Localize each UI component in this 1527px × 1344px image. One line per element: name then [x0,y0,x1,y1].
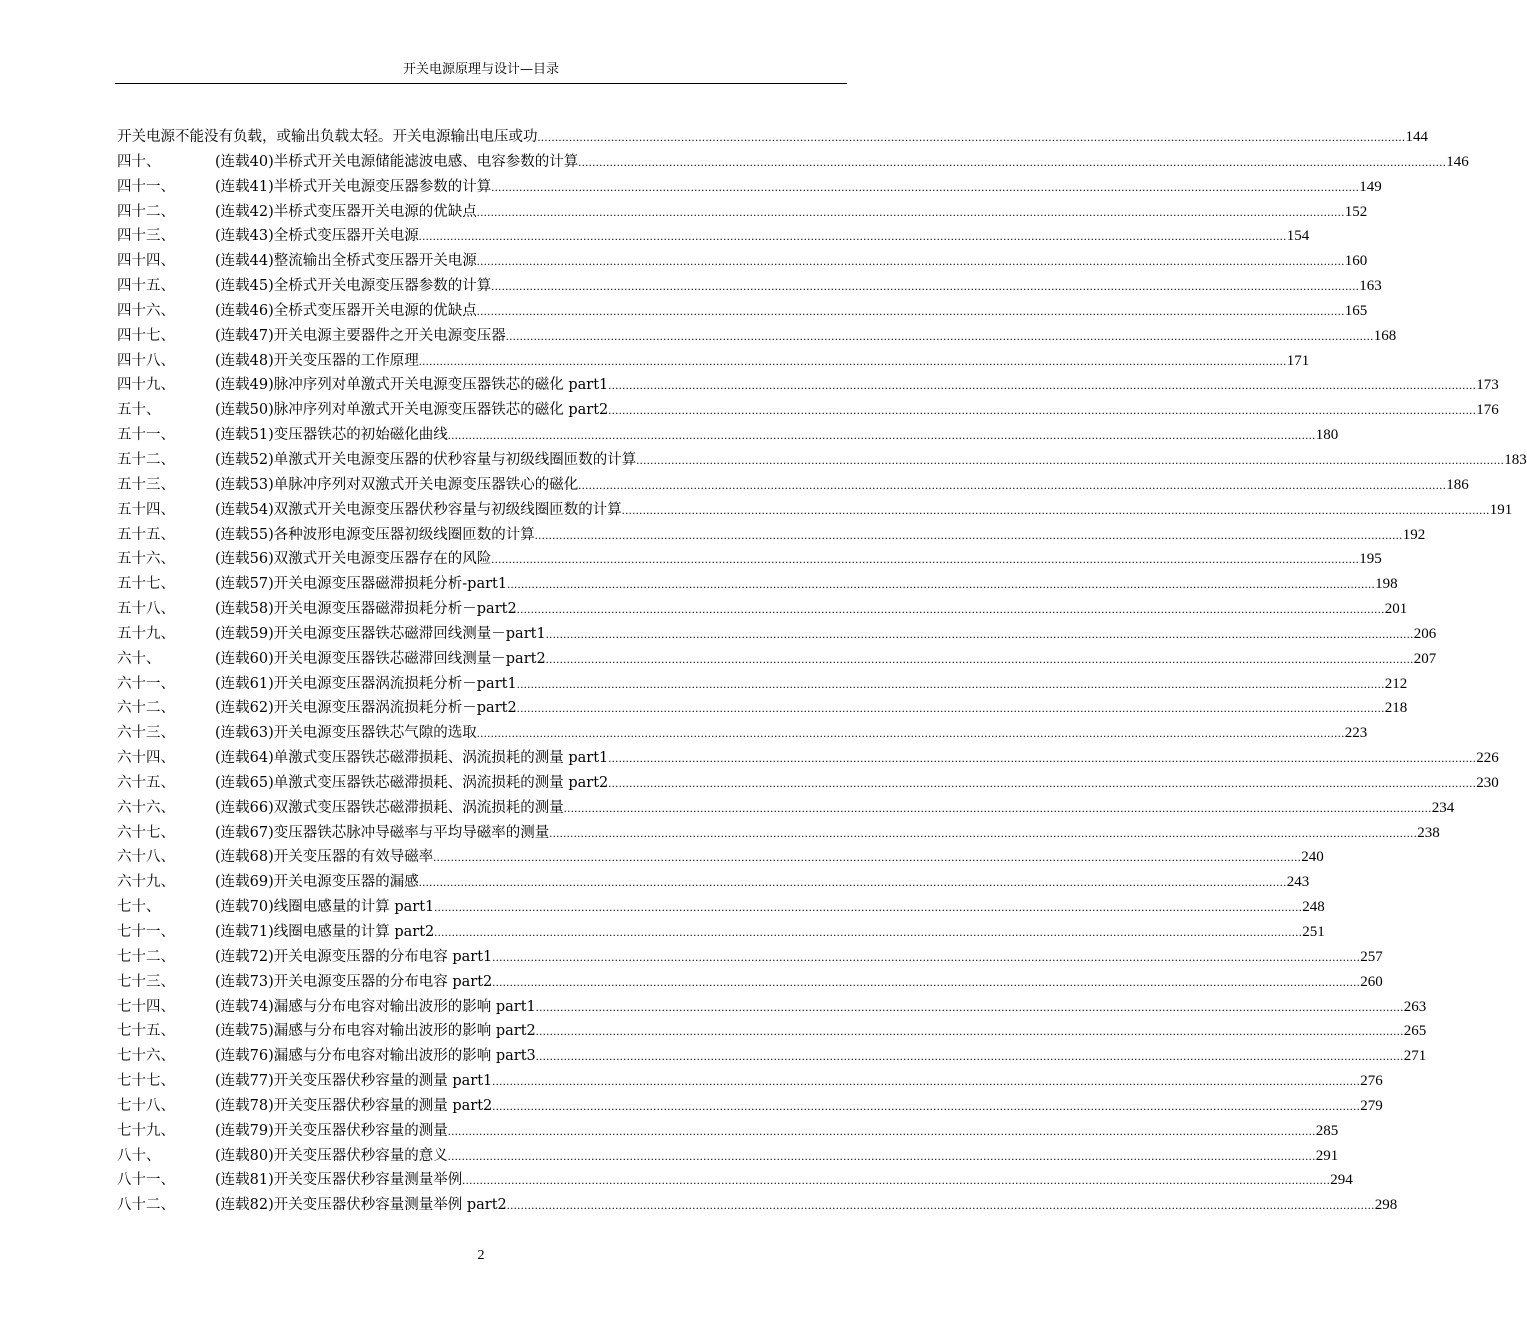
toc-entry-number: 四十五、 [117,278,175,295]
toc-entry-number: 八十一、 [117,1172,175,1189]
toc-entry-number: 六十三、 [117,725,175,742]
toc-entry[interactable] [117,845,1324,870]
toc-entry-page: 198 [1375,576,1398,593]
toc-entry-number: 四十六、 [117,302,175,319]
toc-entry[interactable] [117,324,1397,349]
toc-entry[interactable] [117,746,1499,771]
toc-entry-title: (连载76)漏感与分布电容对输出波形的影响 part3 [215,1048,536,1065]
toc-entry-page: 163 [1359,278,1382,295]
toc-entry-title: (连载57)开关电源变压器磁滞损耗分析-part1 [215,576,508,593]
toc-entry[interactable] [117,373,1499,398]
toc-entry-page: 279 [1360,1097,1383,1114]
toc-dot-leader [477,721,1345,746]
toc-dot-leader [477,249,1345,274]
toc-entry-number: 四十三、 [117,228,175,245]
toc-entry-page: 223 [1344,725,1368,742]
toc-dot-leader [535,523,1403,548]
toc-entry-page: 207 [1413,650,1437,667]
toc-entry[interactable] [117,870,1310,895]
toc-dot-leader [538,125,1406,150]
toc-entry-number: 六十一、 [117,675,175,692]
toc-dot-leader [507,572,1375,597]
toc-entry-page: 192 [1402,526,1426,543]
toc-entry[interactable] [117,1193,1398,1218]
toc-entry-title: (连载43)全桥式变压器开关电源 [215,228,419,245]
header-rule [115,83,847,84]
toc-entry[interactable] [117,274,1382,299]
toc-entry-number: 六十七、 [117,824,175,841]
toc-entry[interactable] [117,1094,1383,1119]
toc-entry-page: 291 [1315,1147,1339,1164]
toc-entry-number: 六十五、 [117,774,175,791]
toc-entry-number: 七十九、 [117,1122,175,1139]
toc-dot-leader [608,373,1476,398]
toc-dot-leader [517,696,1385,721]
toc-entry[interactable] [117,398,1499,423]
toc-entry[interactable] [117,995,1427,1020]
toc-entry-page: 294 [1330,1172,1353,1189]
toc-entry-title: (连载67)变压器铁芯脉冲导磁率与平均导磁率的测量 [215,824,550,841]
toc-entry-page: 173 [1476,377,1499,394]
toc-entry-page: 257 [1360,948,1383,965]
toc-entry-page: 191 [1489,501,1513,518]
toc-entry-title: (连载56)双激式开关电源变压器存在的风险 [215,551,492,568]
toc-dot-leader [506,324,1374,349]
toc-entry-number: 八十、 [117,1147,161,1164]
toc-entry[interactable] [117,1044,1427,1069]
toc-entry-title: (连载51)变压器铁芯的初始磁化曲线 [215,427,448,444]
toc-dot-leader [608,746,1476,771]
toc-dot-leader [536,1019,1404,1044]
toc-dot-leader [491,274,1359,299]
toc-entry-number: 七十一、 [117,924,175,940]
toc-entry-number: 七十五、 [117,1023,175,1040]
toc-entry-number: 七十七、 [117,1073,175,1090]
toc-entry-title: (连载52)单激式开关电源变压器的伏秒容量与初级线圈匝数的计算 [215,451,637,468]
toc-entry-page: 168 [1373,327,1397,344]
toc-entry-number: 七十三、 [117,973,175,990]
toc-dot-leader [492,1094,1360,1119]
toc-entry[interactable] [117,1144,1339,1169]
toc-entry-title: (连载72)开关电源变压器的分布电容 part1 [215,948,493,965]
toc-entry-page: 154 [1286,228,1310,245]
toc-entry-title: (连载74)漏感与分布电容对输出波形的影响 part1 [215,998,536,1015]
toc-entry-page: 212 [1384,675,1408,692]
toc-entry-title: (连载45)全桥式开关电源变压器参数的计算 [215,278,492,295]
toc-entry-number: 五十九、 [117,625,175,642]
toc-entry[interactable] [117,448,1527,473]
toc-dot-leader [536,995,1404,1020]
toc-entry-title: (连载50)脉冲序列对单激式开关电源变压器铁芯的磁化 part2 [215,402,609,419]
toc-entry-number: 四十七、 [117,327,175,344]
toc-entry[interactable] [117,249,1368,274]
toc-dot-leader [578,473,1446,498]
toc-dot-leader [419,349,1287,374]
toc-dot-leader [546,622,1414,647]
toc-entry[interactable] [117,970,1383,995]
toc-entry-number: 八十二、 [117,1197,175,1214]
toc-entry-title: (连载47)开关电源主要器件之开关电源变压器 [215,327,506,344]
toc-dot-leader [564,796,1432,821]
toc-dot-leader [578,150,1446,175]
toc-entry-title: (连载64)单激式变压器铁芯磁滞损耗、涡流损耗的测量 part1 [215,750,609,767]
toc-entry[interactable] [117,696,1408,721]
toc-entry-number: 六十六、 [117,799,175,816]
toc-entry-number: 四十一、 [117,178,175,195]
toc-entry-title: (连载65)单激式变压器铁芯磁滞损耗、涡流损耗的测量 part2 [215,774,609,791]
toc-entry-number: 五十一、 [117,427,175,444]
toc-entry[interactable] [117,771,1499,796]
toc-dot-leader [492,945,1360,970]
toc-entry-page: 271 [1403,1048,1427,1065]
toc-entry[interactable] [117,224,1310,249]
toc-dot-leader [462,1168,1330,1193]
toc-entry[interactable] [117,423,1339,448]
toc-entry-title: (连载40)半桥式开关电源储能滤波电感、电容参数的计算 [215,153,579,170]
toc-entry[interactable] [117,547,1382,572]
toc-entry-page: 144 [1405,129,1428,145]
toc-dot-leader [433,845,1301,870]
toc-entry-title: 开关电源不能没有负载，或输出负载太轻。开关电源输出电压或功 [117,129,538,145]
toc-dot-leader [448,1144,1316,1169]
toc-entry-page: 206 [1413,625,1437,642]
toc-entry-title: (连载53)单脉冲序列对双激式开关电源变压器铁心的磁化 [215,476,579,493]
toc-entry-number: 五十四、 [117,501,175,518]
toc-dot-leader [546,647,1414,672]
toc-entry-page: 195 [1359,551,1382,568]
toc-entry-page: 160 [1344,253,1368,270]
toc-entry-page: 263 [1403,998,1427,1015]
toc-dot-leader [507,1193,1375,1218]
toc-dot-leader [536,1044,1404,1069]
toc-entry-number: 七十八、 [117,1097,175,1114]
toc-entry[interactable] [117,1069,1383,1094]
toc-entry-title: (连载69)开关电源变压器的漏感 [215,874,419,891]
toc-entry-page: 176 [1476,402,1499,419]
toc-entry-page: 240 [1301,849,1324,866]
toc-entry[interactable] [117,721,1368,746]
toc-entry-title: (连载77)开关变压器伏秒容量的测量 part1 [215,1073,493,1090]
toc-entry-title: (连载79)开关变压器伏秒容量的测量 [215,1122,448,1139]
toc-entry-page: 165 [1344,302,1368,319]
toc-dot-leader [492,1069,1360,1094]
toc-entry-title: (连载54)双激式开关电源变压器伏秒容量与初级线圈匝数的计算 [215,501,622,518]
toc-entry[interactable] [117,200,1368,225]
toc-entry[interactable] [117,299,1368,324]
toc-entry-title: (连载82)开关变压器伏秒容量测量举例 part2 [215,1197,507,1214]
toc-entry-title: (连载66)双激式变压器铁芯磁滞损耗、涡流损耗的测量 [215,799,564,816]
toc-entry-page: 230 [1476,774,1499,791]
toc-entry-title: (连载44)整流输出全桥式变压器开关电源 [215,253,477,270]
toc-entry[interactable] [117,349,1310,374]
toc-entry[interactable] [117,1119,1339,1144]
toc-entry[interactable] [117,498,1513,523]
toc-dot-leader [419,870,1287,895]
toc-entry[interactable] [117,647,1437,672]
toc-entry-number: 四十八、 [117,352,175,369]
toc-entry-title: (连载78)开关变压器伏秒容量的测量 part2 [215,1097,493,1114]
toc-entry-title: (连载59)开关电源变压器铁芯磁滞回线测量－part1 [215,625,546,642]
toc-entry-page: 180 [1315,427,1339,444]
toc-entry-number: 六十二、 [117,700,175,717]
toc-entry-page: 234 [1431,799,1455,816]
toc-entry[interactable] [117,523,1426,548]
toc-entry[interactable] [117,597,1408,622]
toc-dot-leader [491,547,1359,572]
toc-entry-title: (连载71)线圈电感量的计算 part2 [215,924,435,940]
toc-entry-number: 四十四、 [117,253,175,270]
toc-entry-title: (连载61)开关电源变压器涡流损耗分析－part1 [215,675,517,692]
toc-dot-leader [448,1119,1316,1144]
toc-entry-number: 七十、 [117,899,161,916]
toc-dot-leader [448,423,1316,448]
toc-entry-title: (连载73)开关电源变压器的分布电容 part2 [215,973,493,990]
toc-entry-page: 171 [1286,352,1310,369]
toc-dot-leader [434,895,1302,920]
toc-entry[interactable] [117,796,1455,821]
toc-entry-title: (连载68)开关变压器的有效导磁率 [215,849,434,866]
toc-entry-page: 248 [1302,899,1325,916]
toc-entry-title: (连载42)半桥式变压器开关电源的优缺点 [215,203,477,220]
toc-entry-number: 四十九、 [117,377,175,394]
toc-entry-page: 226 [1476,750,1499,767]
toc-entry-page: 243 [1286,874,1310,891]
toc-entry-number: 五十八、 [117,601,175,618]
toc-entry-number: 四十、 [117,153,161,170]
toc-dot-leader [622,498,1490,523]
toc-dot-leader [477,299,1345,324]
toc-dot-leader [419,224,1287,249]
toc-entry-title: (连载80)开关变压器伏秒容量的意义 [215,1147,448,1164]
toc-entry-title: (连载60)开关电源变压器铁芯磁滞回线测量－part2 [215,650,546,667]
toc-entry[interactable] [117,1168,1353,1193]
toc-entry-page: 285 [1315,1122,1339,1139]
toc-dot-leader [477,200,1345,225]
toc-entry-number: 六十九、 [117,874,175,891]
toc-dot-leader [434,920,1302,945]
toc-entry[interactable] [117,125,1428,150]
toc-entry-number: 五十、 [117,402,161,419]
toc-entry[interactable] [117,920,1325,945]
toc-entry-number: 七十六、 [117,1048,175,1065]
toc-dot-leader [492,970,1360,995]
toc-entry[interactable] [117,821,1440,846]
toc-entry-number: 七十二、 [117,948,175,965]
toc-entry-title: (连载63)开关电源变压器铁芯气隙的选取 [215,725,477,742]
toc-dot-leader [517,672,1385,697]
toc-entry-page: 183 [1504,451,1527,468]
toc-entry[interactable] [117,150,1469,175]
toc-entry-page: 298 [1374,1197,1398,1214]
toc-entry-title: (连载41)半桥式开关电源变压器参数的计算 [215,178,492,195]
toc-entry-page: 152 [1344,203,1368,220]
toc-entry-page: 238 [1417,824,1440,841]
toc-entry-page: 218 [1384,700,1408,717]
toc-entry[interactable] [117,622,1437,647]
toc-dot-leader [636,448,1504,473]
toc-entry-title: (连载58)开关电源变压器磁滞损耗分析－part2 [215,601,517,618]
toc-entry-title: (连载70)线圈电感量的计算 part1 [215,899,435,916]
toc-entry-number: 五十七、 [117,576,175,593]
page-number: 2 [477,1248,485,1263]
toc-entry-number: 四十二、 [117,203,175,220]
toc-entry-number: 六十四、 [117,750,175,767]
toc-entry-title: (连载81)开关变压器伏秒容量测量举例 [215,1172,463,1189]
toc-entry-title: (连载62)开关电源变压器涡流损耗分析－part2 [215,700,517,717]
toc-entry-number: 五十六、 [117,551,175,568]
toc-entry-page: 186 [1446,476,1469,493]
toc-entry-page: 260 [1360,973,1383,990]
toc-dot-leader [608,398,1476,423]
page-header: 开关电源原理与设计—目录 [402,62,559,77]
toc-entry-page: 149 [1359,178,1382,195]
toc-entry-title: (连载46)全桥式变压器开关电源的优缺点 [215,302,477,319]
toc-entry-page: 146 [1446,153,1469,170]
toc-entry-number: 六十、 [117,650,161,667]
toc-entry-number: 七十四、 [117,998,175,1015]
toc-entry[interactable] [117,945,1383,970]
toc-entry[interactable] [117,473,1469,498]
toc-entry[interactable] [117,895,1325,920]
toc-entry[interactable] [117,1019,1427,1044]
toc-entry-title: (连载48)开关变压器的工作原理 [215,352,419,369]
toc-entry-page: 201 [1384,601,1408,618]
toc-dot-leader [517,597,1385,622]
table-of-contents [117,125,1527,1218]
toc-dot-leader [491,175,1359,200]
toc-entry-page: 251 [1302,924,1325,940]
toc-dot-leader [608,771,1476,796]
toc-entry-page: 265 [1403,1023,1427,1040]
toc-entry-title: (连载49)脉冲序列对单激式开关电源变压器铁芯的磁化 part1 [215,377,609,394]
toc-entry-number: 五十三、 [117,476,175,493]
toc-entry[interactable] [117,572,1398,597]
toc-entry-title: (连载55)各种波形电源变压器初级线圈匝数的计算 [215,526,535,543]
toc-dot-leader [549,821,1417,846]
toc-entry[interactable] [117,672,1408,697]
toc-entry-number: 五十五、 [117,526,175,543]
toc-entry[interactable] [117,175,1382,200]
toc-entry-page: 276 [1360,1073,1383,1090]
toc-entry-number: 六十八、 [117,849,175,866]
toc-entry-number: 五十二、 [117,451,175,468]
toc-entry-title: (连载75)漏感与分布电容对输出波形的影响 part2 [215,1023,536,1040]
